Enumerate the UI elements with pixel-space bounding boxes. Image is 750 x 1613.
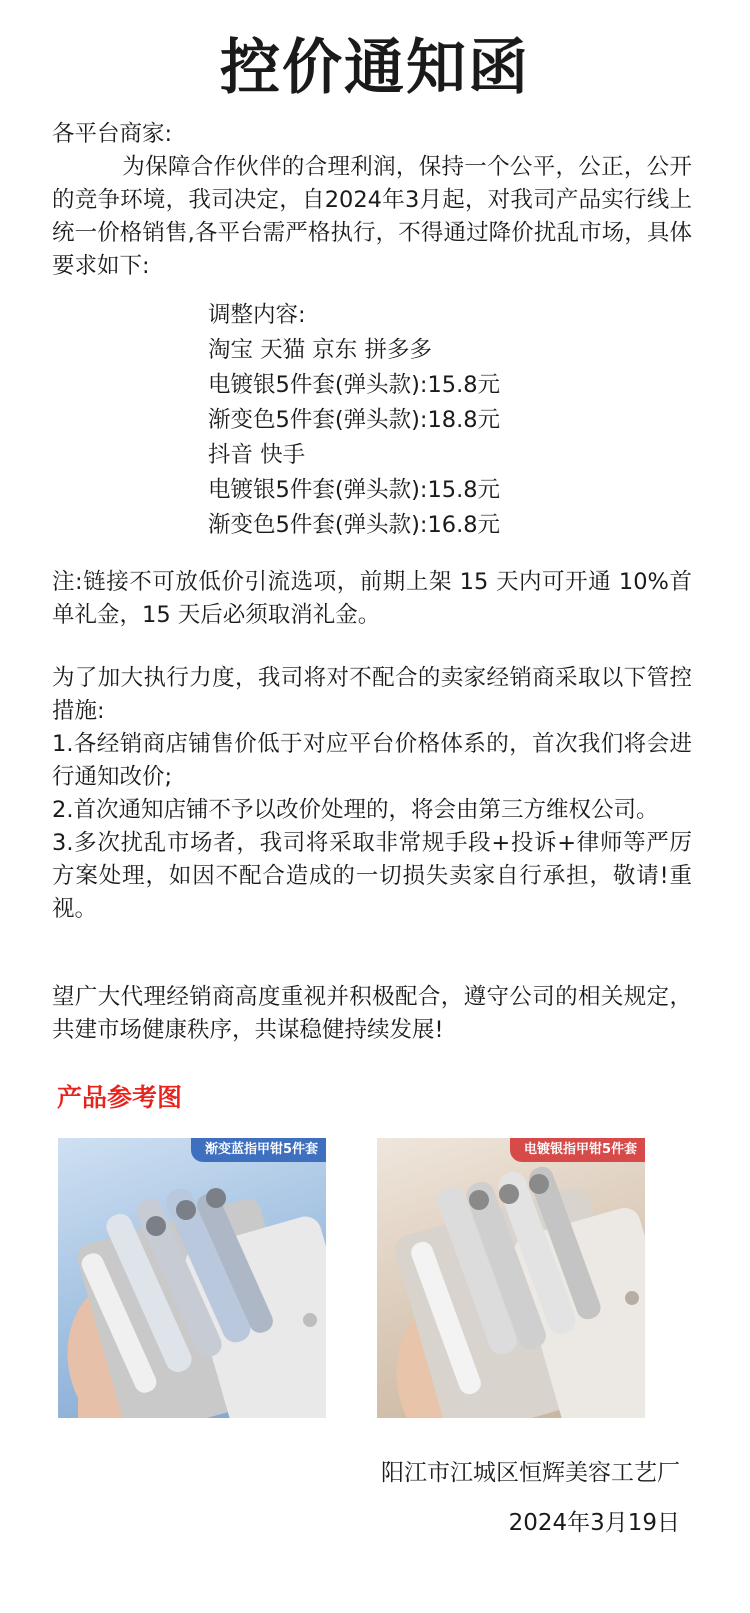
price-item: 电镀银5件套(弹头款):15.8元	[208, 477, 501, 503]
platform-group-2: 抖音 快手	[208, 442, 306, 468]
measure-item-2: 2.首次通知店铺不予以改价处理的，将会由第三方维权公司。	[52, 797, 659, 823]
product-image-blue	[58, 1138, 326, 1418]
platform-group-1: 淘宝 天猫 京东 拼多多	[208, 337, 432, 363]
adjustment-heading: 调整内容:	[208, 302, 306, 328]
price-item: 电镀银5件套(弹头款):15.8元	[208, 372, 501, 398]
intro-paragraph	[52, 151, 692, 283]
page-title: 控价通知函	[220, 33, 530, 103]
measure-item-3: 3.多次扰乱市场者，我司将采取非常规手段+投诉+律师等严厉方案处理，如因不配合造成的一切损失卖家自行承担，敬请!重视。	[52, 830, 692, 922]
product-image-silver	[377, 1138, 645, 1418]
price-adjustment-list	[208, 298, 500, 543]
note-paragraph: 注:链接不可放低价引流选项，前期上架 15 天内可开通 10%首单礼金，15 天后必须取消礼金。	[52, 569, 692, 628]
price-item: 渐变色5件套(弹头款):18.8元	[208, 407, 501, 433]
closing-paragraph: 望广大代理经销商高度重视并积极配合，遵守公司的相关规定，共建市场健康秩序，共谋稳健持续发展!	[52, 984, 692, 1043]
price-item: 渐变色5件套(弹头款):16.8元	[208, 512, 501, 538]
nail-clipper-set-silver-icon	[377, 1138, 645, 1418]
measures-intro: 为了加大执行力度，我司将对不配合的卖家经销商采取以下管控措施:	[52, 665, 692, 724]
measures-section	[52, 662, 692, 926]
measure-item-1: 1.各经销商店铺售价低于对应平台价格体系的，首次我们将会进行通知改价;	[52, 731, 692, 790]
greeting: 各平台商家:	[52, 121, 173, 147]
nail-clipper-set-blue-icon	[58, 1138, 326, 1418]
issue-date: 2024年3月19日	[508, 1510, 680, 1536]
reference-title: 产品参考图	[57, 1083, 183, 1112]
product-tag: 电镀银指甲钳5件套	[510, 1138, 645, 1162]
intro-text: 为保障合作伙伴的合理利润，保持一个公平，公正，公开的竞争环境，我司决定，自2024年3月起，对我司产品实行线上统一价格销售,各平台需严格执行，不得通过降价扰乱市场，具体要求如下:	[52, 154, 692, 279]
product-tag: 渐变蓝指甲钳5件套	[191, 1138, 326, 1162]
company-name: 阳江市江城区恒辉美容工艺厂	[381, 1460, 680, 1486]
